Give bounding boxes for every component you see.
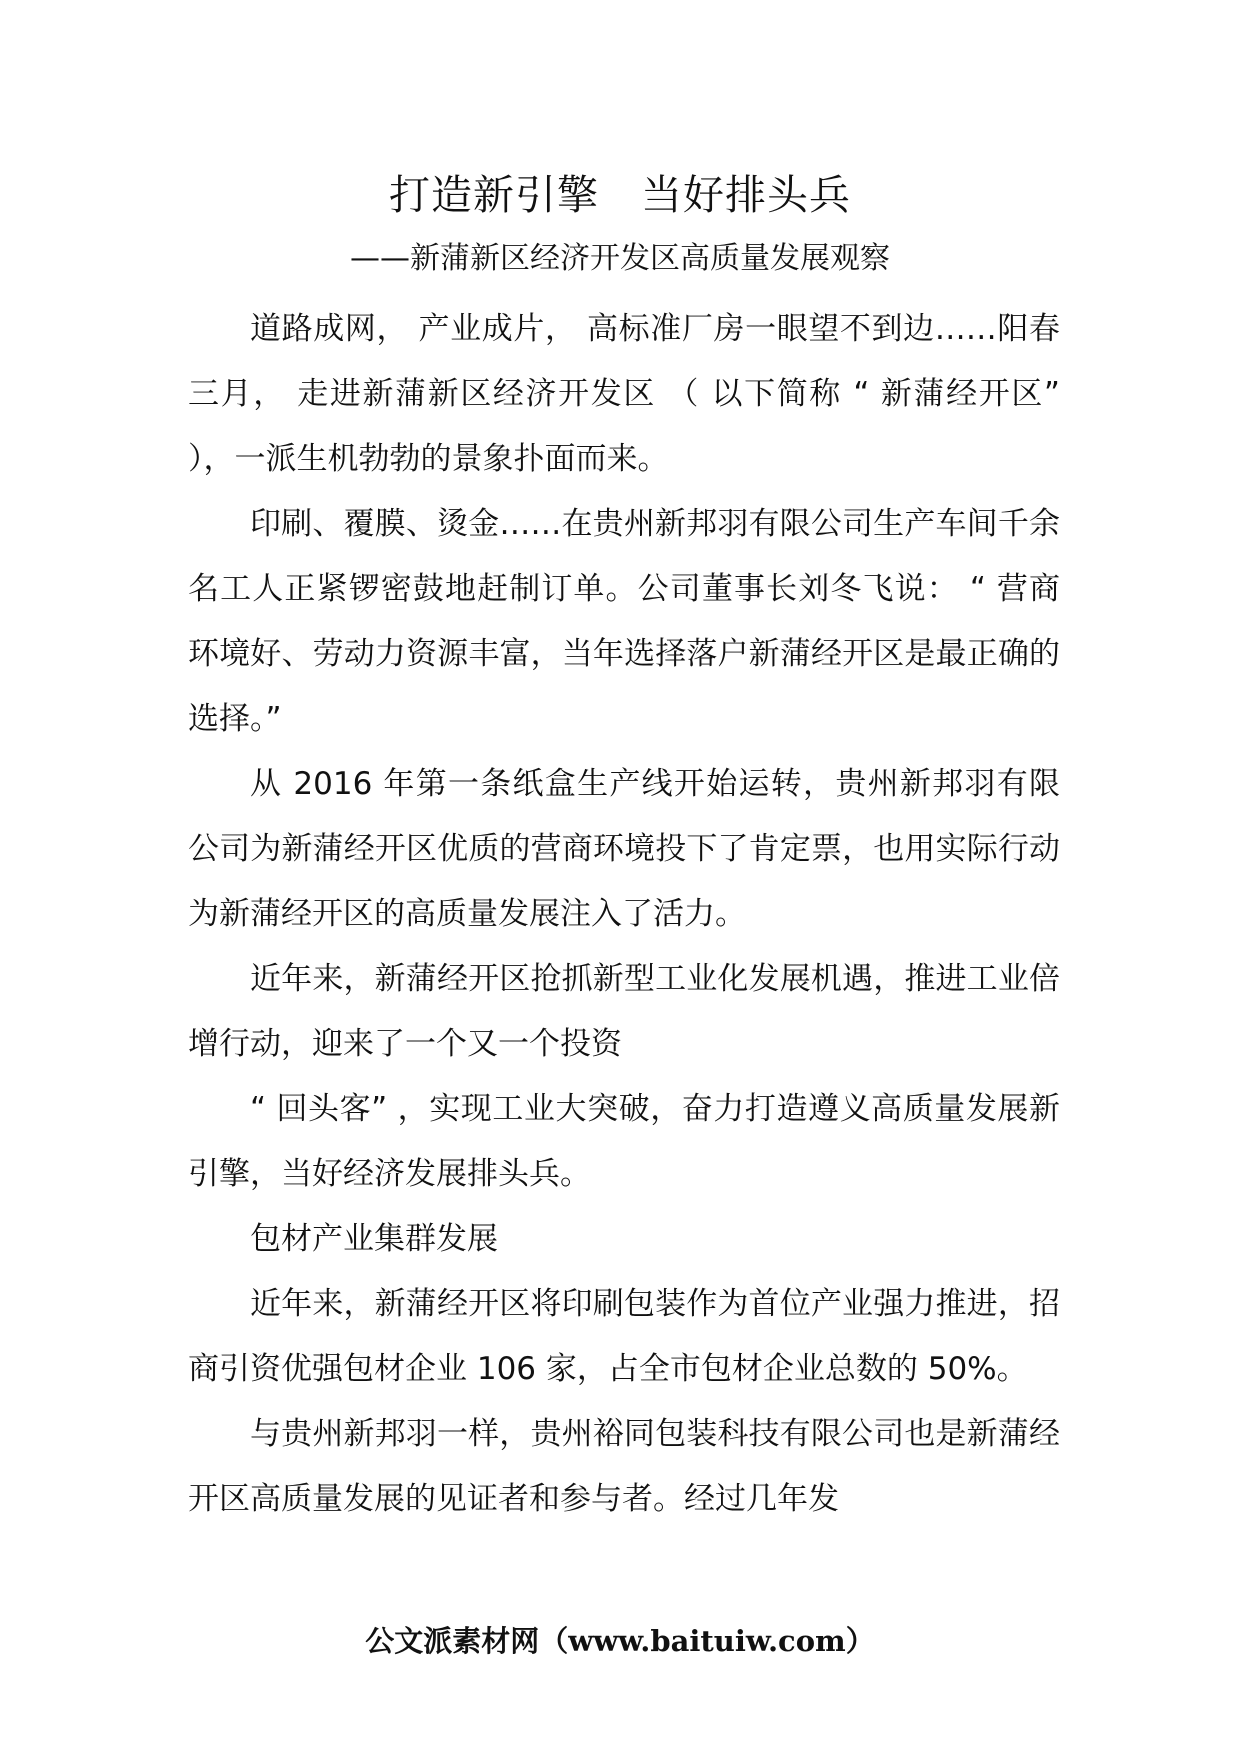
paragraph: 近年来，新蒲经开区将印刷包装作为首位产业强力推进，招商引资优强包材企业 106 家，占全市包材企业总数的 50%。 (188, 1286, 1060, 1387)
page-subtitle: ——新蒲新区经济开发区高质量发展观察 (350, 241, 890, 276)
paragraph: 印刷、覆膜、烫金……在贵州新邦羽有限公司生产车间千余名工人正紧锣密鼓地赶制订单。公司董事长刘冬飞说： “ 营商环境好、劳动力资源丰富，当年选择落户新蒲经开区是最正确的选择。” (188, 506, 1060, 737)
page-title: 打造新引擎 当好排头兵 (389, 171, 851, 219)
paragraph: 道路成网， 产业成片， 高标准厂房一眼望不到边……阳春三月， 走进新蒲新区经济开发区 （ 以下简称 “ 新蒲经开区” ），一派生机勃勃的景象扑面而来。 (188, 311, 1060, 477)
paragraph: “ 回头客” ，实现工业大突破，奋力打造遵义高质量发展新引擎，当好经济发展排头兵。 (188, 1091, 1060, 1192)
section-heading: 包材产业集群发展 (250, 1221, 498, 1257)
paragraph: 近年来，新蒲经开区抢抓新型工业化发展机遇，推进工业倍增行动，迎来了一个又一个投资 (188, 961, 1060, 1062)
paragraph: 从 2016 年第一条纸盒生产线开始运转，贵州新邦羽有限公司为新蒲经开区优质的营商环境投下了肯定票，也用实际行动为新蒲经开区的高质量发展注入了活力。 (188, 766, 1060, 932)
article-body (188, 297, 1060, 1532)
paragraph: 与贵州新邦羽一样，贵州裕同包装科技有限公司也是新蒲经开区高质量发展的见证者和参与者。经过几年发 (188, 1416, 1060, 1517)
page-footer: 公文派素材网（www.baituiw.com） (365, 1624, 875, 1658)
